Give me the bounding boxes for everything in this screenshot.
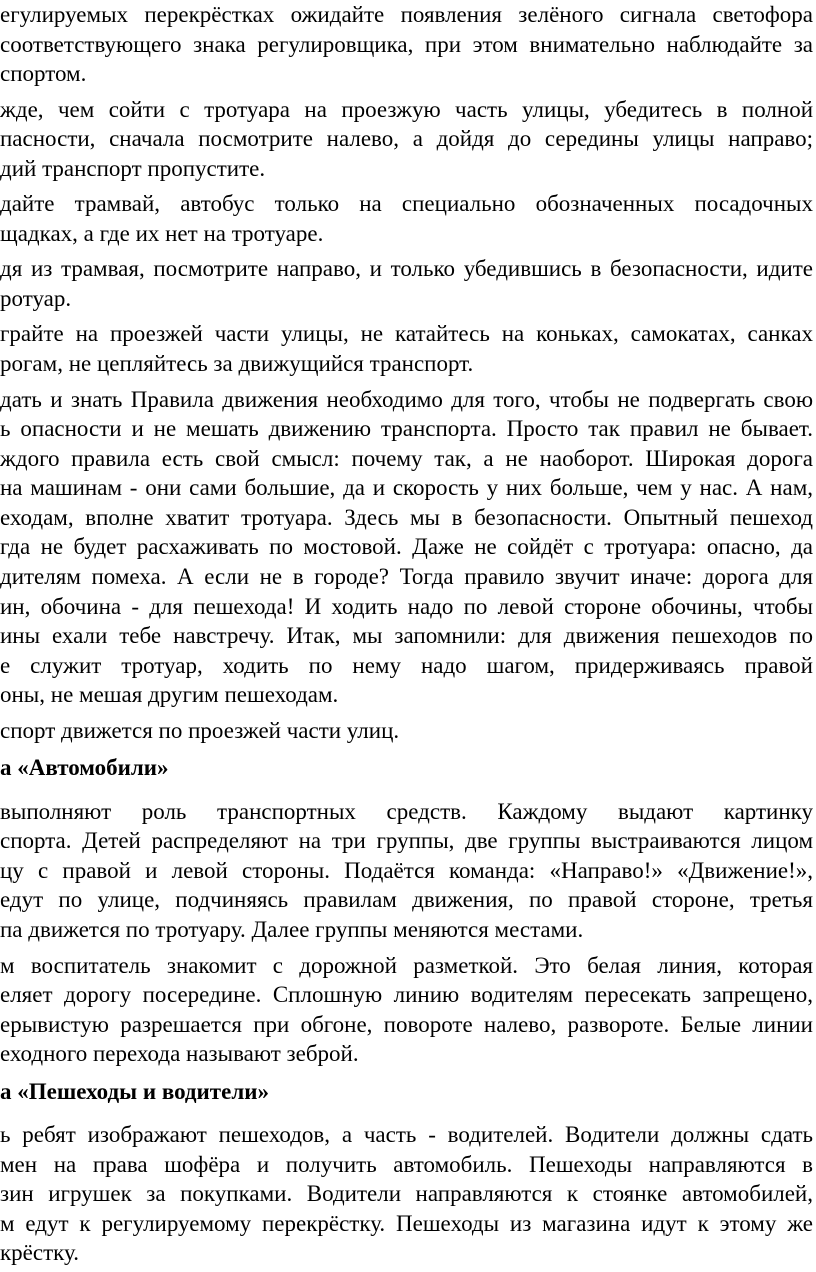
paragraph-line: дителям помеха. А если не в городе? Тогда правило звучит иначе: дорога для (0, 564, 813, 590)
paragraph-line: спорт движется по проезжей части улиц. (0, 717, 400, 743)
paragraph-line: ины ехали тебе навстречу. Итак, мы запомнили: для движения пешеходов по (0, 623, 813, 649)
paragraph-line: ерывистую разрешается при обгоне, повороте налево, развороте. Белые линии (0, 1011, 813, 1037)
paragraph-line: дать и знать Правила движения необходимо для того, чтобы не подвергать свою (0, 386, 813, 412)
paragraph-line: оны, не мешая другим пешеходам. (0, 682, 339, 708)
paragraph-line: пасности, сначала посмотрите налево, а дойдя до середины улицы направо; (0, 126, 813, 152)
paragraph-line: еходам, вполне хватит тротуара. Здесь мы в безопасности. Опытный пешеход (0, 504, 813, 530)
section-heading: а «Автомобили» (0, 755, 169, 781)
paragraph-line: па движется по тротуару. Далее группы меняются местами. (0, 917, 584, 942)
paragraph-line: м воспитатель знакомит с дорожной разметкой. Это белая линия, которая (0, 952, 813, 978)
paragraph-line: ротуар. (0, 285, 72, 311)
paragraph-line: зин игрушек за покупками. Водители направляются к стоянке автомобилей, (0, 1181, 813, 1207)
paragraph-line: едут по улице, подчиняясь правилам движения, по правой стороне, третья (0, 887, 813, 913)
paragraph-line: на машинам - они сами большие, да и скорость у них больше, чем у нас. А нам, (0, 475, 813, 501)
paragraph-line: дий транспорт пропустите. (0, 155, 266, 181)
paragraph-line: мен на права шофёра и получить автомобиль. Пешеходы направляются в (0, 1151, 813, 1177)
paragraph-line: егулируемых перекрёстках ожидайте появления зелёного сигнала светофора (0, 2, 813, 27)
section-heading: а «Пешеходы и водители» (0, 1078, 269, 1104)
paragraph-line: ь ребят изображают пешеходов, а часть - водителей. Водители должны сдать (0, 1122, 813, 1148)
paragraph-line: дя из трамвая, посмотрите направо, и только убедившись в безопасности, идите (0, 256, 813, 282)
paragraph-line: спорта. Детей распределяют на три группы, две группы выстраиваются лицом (0, 828, 813, 854)
paragraph-line: крёстку. (0, 1240, 79, 1266)
paragraph-line: е служит тротуар, ходить по нему надо шагом, придерживаясь правой (0, 652, 813, 678)
paragraph-line: еляет дорогу посередине. Сплошную линию водителям пересекать запрещено, (0, 982, 813, 1008)
paragraph-line: м едут к регулируемому перекрёстку. Пешеходы из магазина идут к этому же (0, 1210, 813, 1236)
paragraph-line: рогам, не цепляйтесь за движущийся транспорт. (0, 351, 474, 377)
paragraph-line: соответствующего знака регулировщика, при этом внимательно наблюдайте за (0, 31, 813, 57)
paragraph-line: дайте трамвай, автобус только на специально обозначенных посадочных (0, 191, 813, 217)
paragraph-line: выполняют роль транспортных средств. Каждому выдают картинку (0, 798, 813, 824)
paragraph-line: ь опасности и не мешать движению транспорта. Просто так правил не бывает. (0, 416, 813, 442)
paragraph-line: жде, чем сойти с тротуара на проезжую часть улицы, убедитесь в полной (0, 96, 813, 122)
paragraph-line: гда не будет расхаживать по мостовой. Даже не сойдёт с тротуара: опасно, да (0, 534, 813, 560)
paragraph-line: ждого правила есть свой смысл: почему так, а не наоборот. Широкая дорога (0, 445, 813, 471)
paragraph-line: грайте на проезжей части улицы, не катайтесь на коньках, самокатах, санках (0, 321, 813, 347)
paragraph-line: ин, обочина - для пешехода! И ходить надо по левой стороне обочины, чтобы (0, 593, 813, 619)
paragraph-line: еходного перехода называют зеброй. (0, 1041, 359, 1067)
paragraph-line: щадках, а где их нет на тротуаре. (0, 220, 324, 246)
paragraph-line: цу с правой и левой стороны. Подаётся команда: «Направо!» «Движение!», (0, 857, 813, 883)
paragraph-line: спортом. (0, 61, 87, 87)
